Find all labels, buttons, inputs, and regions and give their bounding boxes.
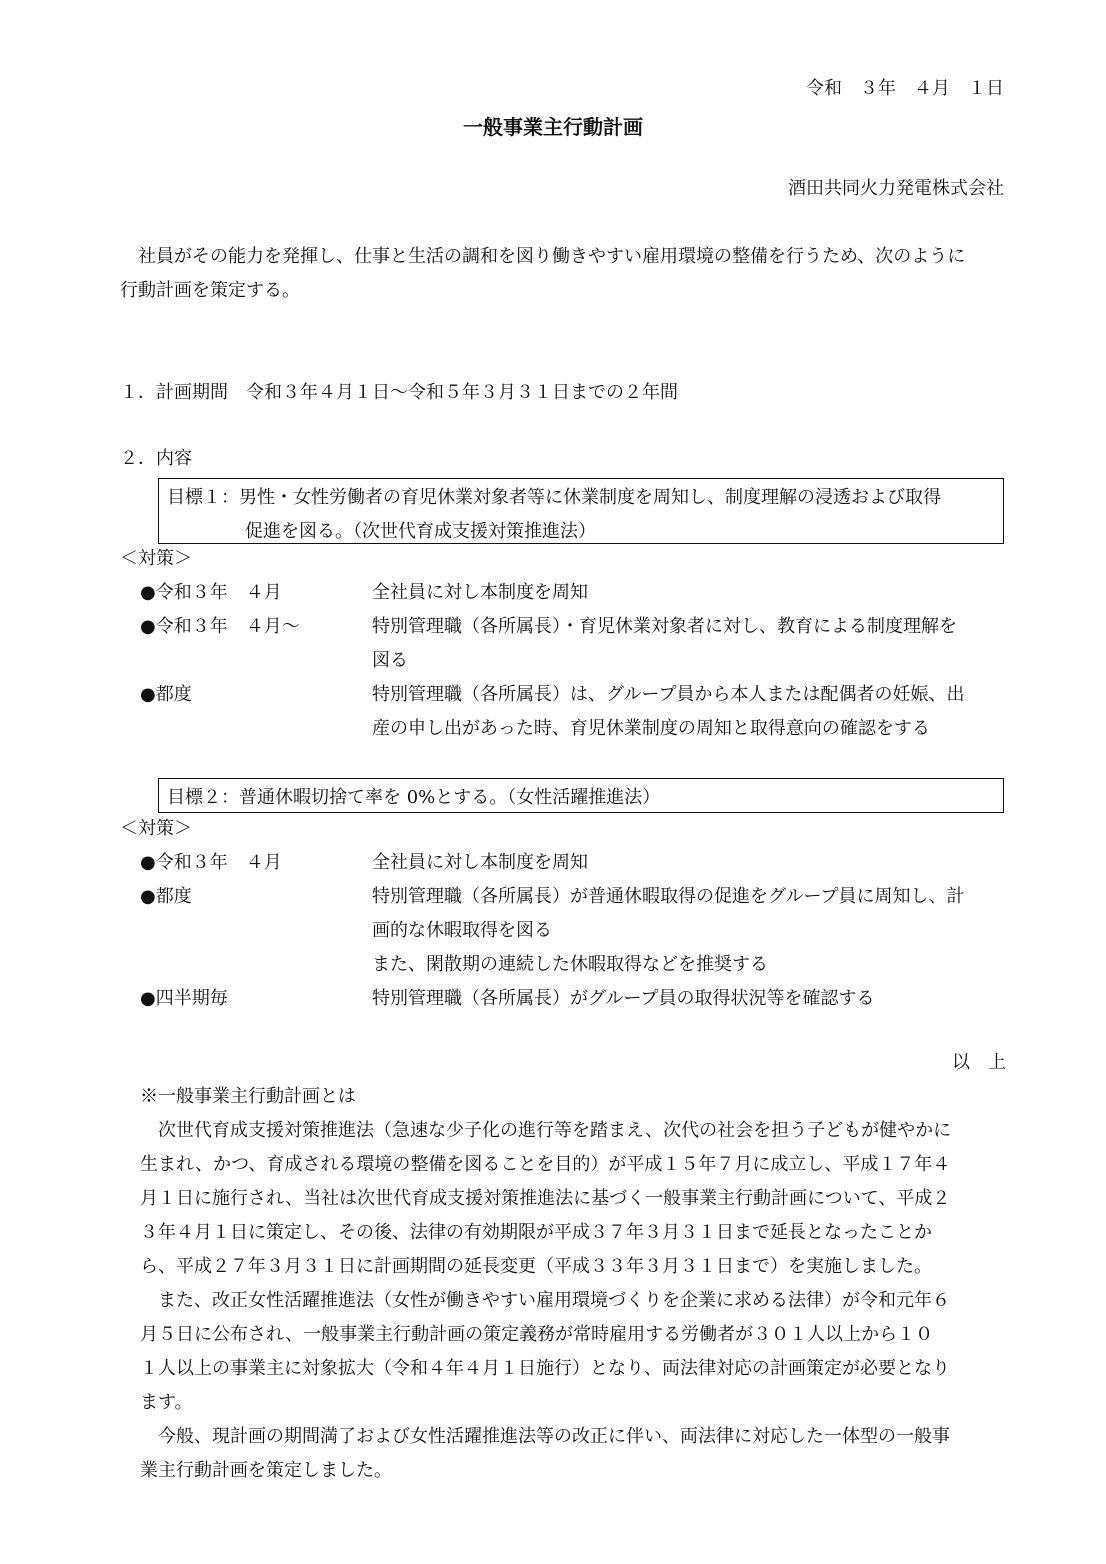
measure-timing: ●令和３年 ４月～ [140,616,300,637]
note-line: また、改正女性活躍推進法（女性が働きやすい雇用環境づくりを企業に求める法律）が令和元年６ [158,1290,950,1311]
measure-item [140,982,1006,1016]
note-line: 次世代育成支援対策推進法（急速な少子化の進行等を踏まえ、次代の社会を担う子どもが健やかに [158,1120,952,1141]
measure-action-line: 画的な休暇取得を図る [372,920,552,941]
measure-action [372,846,1006,880]
measure-item [140,678,1006,746]
measure-action [372,982,1006,1016]
content-heading: ２．内容 [120,448,192,469]
goal-2-measures [140,846,1006,1016]
measure-action [372,880,1006,982]
note-line: 月５日に公布され、一般事業主行動計画の策定義務が常時雇用する労働者が３０１人以上から１０ [140,1324,934,1345]
measure-action-line: 全社員に対し本制度を周知 [372,852,588,873]
closing-mark: 以 上 [952,1052,1006,1073]
measure-action-line: 特別管理職（各所属長）がグループ員の取得状況等を確認する [372,988,875,1009]
goal-1-measures [140,576,1006,746]
measure-item [140,610,1006,678]
measure-action-line: 特別管理職（各所属長）・育児休業対象者に対し、教育による制度理解を [372,616,957,637]
intro-line: 社員がその能力を発揮し、仕事と生活の調和を図り働きやすい雇用環境の整備を行うため、次のように [138,246,966,267]
goal-1-box [158,478,1004,544]
measure-item [140,880,1006,982]
note-line: １人以上の事業主に対象拡大（令和４年４月１日施行）となり、両法律対応の計画策定が必要となり [140,1358,950,1379]
explanatory-note [140,1080,1006,1488]
note-line: ます。 [140,1392,193,1413]
company-name: 酒田共同火力発電株式会社 [788,178,1004,199]
measure-action-line: また、閑散期の連続した休暇取得などを推奨する [372,954,768,975]
measure-timing: ●令和３年 ４月 [140,582,282,603]
intro-paragraph [120,240,1006,308]
measures-label: ＜対策＞ [120,818,192,839]
note-line: 業主行動計画を策定しました。 [140,1460,392,1481]
note-line: ら、平成２７年３月３１日に計画期間の延長変更（平成３３年３月３１日まで）を実施しました。 [140,1256,932,1277]
note-paragraph [140,1284,1006,1420]
measure-timing: ●都度 [140,684,192,705]
measure-action [372,576,1006,610]
measure-action-line: 産の申し出があった時、育児休業制度の周知と取得意向の確認をする [372,718,930,739]
measure-timing: ●四半期毎 [140,988,228,1009]
note-paragraph [140,1114,1006,1284]
measure-action-line: 全社員に対し本制度を周知 [372,582,588,603]
note-heading: ※一般事業主行動計画とは [140,1086,356,1107]
plan-period: １．計画期間 令和３年４月１日～令和５年３月３１日までの２年間 [120,382,678,403]
goal-1-line: 促進を図る。（次世代育成支援対策推進法） [245,521,596,542]
measure-action [372,610,1006,678]
measure-item [140,576,1006,610]
note-line: 生まれ、かつ、育成される環境の整備を図ることを目的）が平成１５年７月に成立し、平成１７年４ [140,1154,951,1175]
goal-2-line: 目標２：普通休暇切捨て率を 0%とする。（女性活躍推進法） [167,787,661,808]
measure-item [140,846,1006,880]
measures-label: ＜対策＞ [120,548,192,569]
measure-timing: ●令和３年 ４月 [140,852,282,873]
note-paragraph [140,1420,1006,1488]
note-line: 月１日に施行され、当社は次世代育成支援対策推進法に基づく一般事業主行動計画について、平成２ [140,1188,951,1209]
measure-action-line: 特別管理職（各所属長）が普通休暇取得の促進をグループ員に周知し、計 [372,886,965,907]
document-date: 令和 ３年 ４月 １日 [806,78,1004,99]
note-line: 今般、現計画の期間満了および女性活躍推進法等の改正に伴い、両法律に対応した一体型の一般事 [158,1426,950,1447]
note-line: ３年４月１日に策定し、その後、法律の有効期限が平成３７年３月３１日まで延長となったことか [140,1222,932,1243]
document-title: 一般事業主行動計画 [463,115,643,139]
goal-2-box [158,778,1004,813]
measure-action-line: 特別管理職（各所属長）は、グループ員から本人または配偶者の妊娠、出 [372,684,965,705]
measure-timing: ●都度 [140,886,192,907]
measure-action [372,678,1006,746]
intro-line: 行動計画を策定する。 [120,280,300,301]
measure-action-line: 図る [372,650,408,671]
goal-1-line: 目標１：男性・女性労働者の育児休業対象者等に休業制度を周知し、制度理解の浸透および取得 [167,487,941,508]
